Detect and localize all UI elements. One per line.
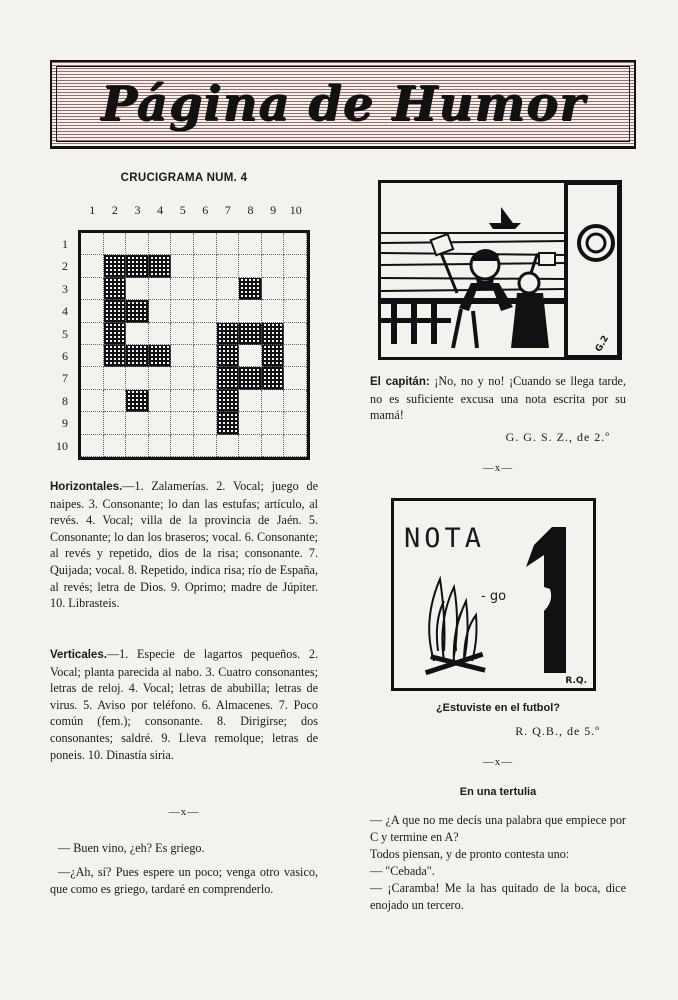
crossword-cell [104,233,127,255]
crossword-column-number: 5 [179,203,186,217]
crossword-cell [126,435,149,457]
crossword-cell [284,412,307,434]
header-banner [50,60,636,148]
tertulia-line2: Todos piensan, y de pronto contesta uno: [370,847,570,861]
crossword-cell [149,412,172,434]
crossword-black-cell [149,345,172,367]
crossword-black-cell [217,412,240,434]
crossword-cell [217,278,240,300]
captain-cartoon [378,180,622,360]
captain-caption-label: El capitán: [370,376,430,388]
crossword-black-cell [149,255,172,277]
crossword-cell [262,412,285,434]
crossword-black-cell [104,323,127,345]
crossword-black-cell [126,390,149,412]
crossword-cell [171,255,194,277]
crossword-cell [126,278,149,300]
crossword-cell [284,255,307,277]
crossword-black-cell [239,278,262,300]
nota-word: NOTA [404,523,486,554]
crossword-cell [284,367,307,389]
crossword-cell [104,412,127,434]
crossword-cell [239,255,262,277]
crossword-cell [104,390,127,412]
cartoon1-signature-mark: G.2 [593,334,612,354]
crossword-row-number: 6 [62,349,68,363]
crossword-cell [81,323,104,345]
crossword-cell [149,435,172,457]
captain-cartoon-drawing [381,183,619,357]
crossword-cell [171,412,194,434]
crossword-row-number: 7 [62,371,68,386]
crossword-cell [194,435,217,457]
crossword-cell [284,233,307,255]
crossword-black-cell [239,323,262,345]
crossword-column-number: 8 [247,203,254,217]
crossword-row-number: 5 [62,326,68,341]
captain-caption [370,373,626,424]
horizontales-clues [50,478,318,612]
crossword-cell [262,233,285,255]
crossword-cell [149,278,172,300]
crossword-row-number: 10 [56,438,68,453]
crossword-cell [239,300,262,322]
nota-caption: ¿Estuviste en el futbol? [435,702,561,714]
crossword-black-cell [217,323,240,345]
captain-signature: G. G. S. Z., de 2.º [505,430,610,444]
crossword-cell [149,323,172,345]
crossword-cell [81,367,104,389]
verticales-label: Verticales. [50,649,107,661]
crossword-cell [171,345,194,367]
crossword-cell [81,435,104,457]
crossword-cell [239,390,262,412]
crossword-cell [126,412,149,434]
crossword-cell [284,278,307,300]
crossword-cell [81,412,104,434]
tertulia-title: En una tertulia [459,786,537,798]
crossword-black-cell [239,367,262,389]
crossword-row-number: 9 [62,416,68,431]
crossword-black-cell [217,367,240,389]
crossword-cell [126,323,149,345]
crossword-cell [81,255,104,277]
crossword-cell [171,323,194,345]
crossword-cell [239,435,262,457]
crossword-row-number: 3 [62,281,68,296]
crossword-cell [194,323,217,345]
crossword-cell [194,233,217,255]
crossword-row-number: 8 [62,393,68,408]
crossword-row-number: 2 [62,259,68,274]
verticales-text: —1. Especie de lagartos pequeños. 2. Vocal; planta parecida al nabo. 3. Cuatro consonantes; letras de reloj. 4. Vocal; letras de abubilla; letras de virus. 5. Aviso por teléfono. 6. Almacenes. 7. Poco común (fem.); consonante. 8. Dirigirse; dos consonantes; saldré. 9. Lleva remolque; letras de poneis. 10. Dinastía siria. [50,647,318,762]
crossword-column-number: 4 [157,203,164,217]
crossword-black-cell [126,300,149,322]
crossword-cell [262,255,285,277]
crossword-cell [171,300,194,322]
crossword-black-cell [217,390,240,412]
nota-cartoon [391,498,596,691]
crossword-cell [194,367,217,389]
crossword-cell [194,412,217,434]
crossword-cell [149,233,172,255]
crossword-cell [104,367,127,389]
crossword-cell [239,233,262,255]
crossword-cell [81,233,104,255]
crossword-cell [284,300,307,322]
nota-signature: R. Q.B., de 5.º [515,724,600,738]
crossword-cell [149,390,172,412]
crossword-black-cell [104,255,127,277]
crossword-black-cell [262,323,285,345]
crossword-black-cell [104,300,127,322]
crossword-black-cell [126,345,149,367]
crossword-row-number: 4 [62,304,68,319]
crossword-cell [81,300,104,322]
crossword-black-cell [262,345,285,367]
crossword-cell [171,233,194,255]
crossword-cell [262,390,285,412]
crossword-title: CRUCIGRAMA NUM. 4 [120,172,248,184]
crossword-column-number: 3 [134,203,141,217]
joke-wine-line2: —¿Ah, sí? Pues espere un poco; venga otro vasico, que como es griego, tardaré en comprenderlo. [50,865,318,896]
tertulia-line3: — "Cebada". [370,864,435,878]
horizontales-text: —1. Zalamerías. 2. Vocal; juego de naipes. 3. Consonante; lo dan las estufas; artículo, al revés. 4. Vocal; villa de la provincia de Jaén. 5. Consonante; lo dan los braseros; vocal. 6. Consonante; al revés y repetido, dios de la risa; consonante. 7. Quijada; vocal. 8. Repetido, indica risa; río de España, al revés; letra de Dios. 9. Oprimo; madre de Júpiter. 10. Librasteis. [50,479,318,611]
page-title: Página de Humor [100,76,586,132]
crossword-cell [81,390,104,412]
crossword-black-cell [126,255,149,277]
crossword-cell [126,233,149,255]
crossword-cell [262,435,285,457]
crossword-black-cell [217,345,240,367]
crossword-black-cell [262,367,285,389]
crossword-cell [262,300,285,322]
crossword-cell [171,367,194,389]
separator: —x— [482,462,514,474]
crossword-column-number: 1 [89,203,96,217]
crossword-cell [217,435,240,457]
tertulia-line1: — ¿A que no me decís una palabra que empiece por C y termine en A? [370,813,626,844]
crossword-grid [78,230,310,460]
crossword-cell [262,278,285,300]
separator: —x— [168,806,200,818]
crossword-cell [284,323,307,345]
verticales-clues [50,646,318,763]
crossword-column-number: 7 [224,203,231,217]
cartoon2-signature-mark: R.Q. [565,676,587,686]
crossword-cell [194,345,217,367]
crossword-cell [239,345,262,367]
crossword-cell [217,255,240,277]
crossword-black-cell [104,345,127,367]
crossword-cell [149,300,172,322]
crossword-cell [81,345,104,367]
crossword-cell [194,278,217,300]
captain-caption-text: ¡No, no y no! ¡Cuando se llega tarde, no es suficiente excusa una nota escrita por su mamá! [370,374,626,423]
crossword-cell [126,367,149,389]
crossword-cell [194,390,217,412]
crossword-cell [217,233,240,255]
tertulia-line4: — ¡Caramba! Me la has quitado de la boca, dice enojado un tercero. [370,881,626,912]
crossword-column-number: 2 [111,203,118,217]
crossword-cell [171,278,194,300]
crossword-row-number: 1 [62,237,68,251]
crossword-cell [171,390,194,412]
nota-go-text: - go [481,589,507,604]
crossword-cell [284,390,307,412]
crossword-cell [284,345,307,367]
crossword-cell [149,367,172,389]
crossword-cell [217,300,240,322]
header-underline [50,146,636,149]
crossword-column-number: 9 [270,203,277,217]
crossword-grid-cells [81,233,307,457]
crossword-column-number: 6 [202,203,209,217]
crossword-cell [239,412,262,434]
crossword-cell [171,435,194,457]
crossword-cell [284,435,307,457]
joke-wine-line1: — Buen vino, ¿eh? Es griego. [58,841,205,855]
crossword-cell [104,435,127,457]
horizontales-label: Horizontales. [50,481,123,493]
crossword-cell [81,278,104,300]
crossword-cell [194,300,217,322]
crossword-column-number: 10 [289,203,302,217]
separator: —x— [482,756,514,768]
crossword-cell [194,255,217,277]
crossword-black-cell [104,278,127,300]
